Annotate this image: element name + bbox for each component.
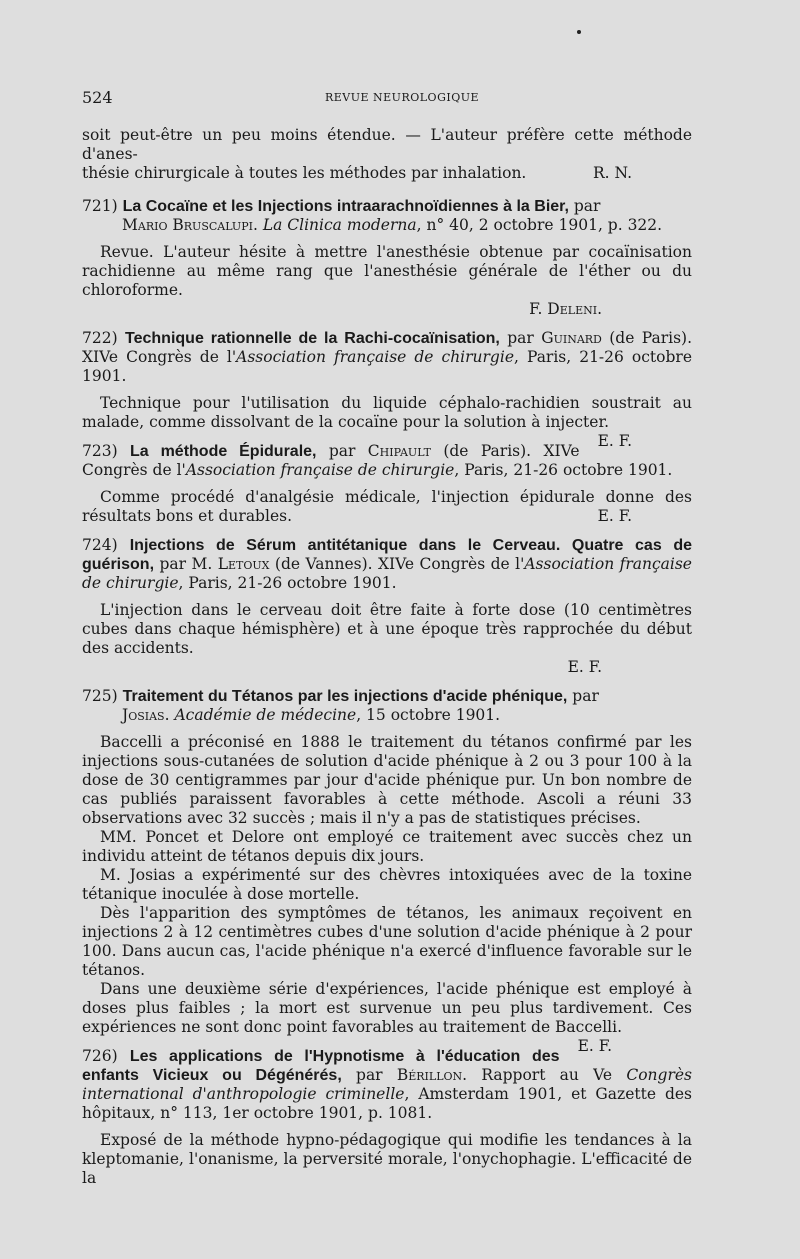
entry-after-author: (de Paris). XIVe Congrès de l' (82, 442, 580, 479)
entry-source: Académie de médecine (174, 706, 357, 724)
entry-details: , Paris, 21-26 octobre 1901. (178, 574, 397, 592)
entry-signature: E. F. (577, 1037, 612, 1055)
page-header (82, 88, 722, 108)
body-paragraph (82, 980, 692, 1055)
entry-by: par (499, 329, 534, 347)
entry-body (82, 394, 692, 450)
entry-body-text: Technique pour l'utilisation du liquide céphalo-rachidien soustrait au malade, comme dissolvant de la cocaïne pour la solution à injecter. (82, 394, 692, 431)
entry-heading (82, 687, 692, 725)
opening-signature: R. N. (592, 164, 632, 182)
entry-body: Revue. L'auteur hésite à mettre l'anesthésie obtenue par cocaïnisation rachidienne au même rang que l'anesthésie générale de l'éther ou du chloroforme. (82, 243, 692, 299)
entry-author: Letoux (217, 555, 270, 573)
entry-by: par (341, 1066, 383, 1084)
entry-author: Mario Bruscalupi (122, 216, 253, 234)
entry-by: par (316, 442, 356, 460)
entry-after-author: . (164, 706, 175, 724)
entry-title: Traitement du Tétanos par les injections d'acide phénique, (122, 688, 568, 705)
entry-details: , Amsterdam 1901, et Gazette des hôpitaux, n° 113, 1er octobre 1901, p. 1081. (82, 1085, 692, 1122)
entry-number: 725) (82, 687, 118, 705)
entry-title: Technique rationnelle de la Rachi-cocaïnisation, (125, 330, 500, 347)
entry-author: Josias (122, 706, 165, 724)
entry-details: , n° 40, 2 octobre 1901, p. 322. (416, 216, 663, 234)
entry-source: Association française de chirurgie (236, 348, 514, 366)
entry-722 (82, 329, 693, 450)
entry-after-author: (de Paris). XIVe Congrès de l' (82, 329, 693, 366)
opening-line-1: soit peut-être un peu moins étendue. — L'auteur préfère cette méthode d'anes- (82, 126, 692, 163)
entry-details: , Paris, 21-26 octobre 1901. (82, 348, 692, 385)
entry-body: L'injection dans le cerveau doit être faite à forte dose (10 centimètres cubes dans chaque hémisphère) et à une époque très rapprochée du début des accidents. (82, 601, 692, 657)
entry-number: 726) (82, 1047, 118, 1065)
body-paragraph: MM. Poncet et Delore ont employé ce traitement avec succès chez un individu atteint de tétanos depuis dix jours. (82, 828, 692, 865)
entry-title: Injections de Sérum antitétanique dans le Cerveau. Quatre cas de guérison, (82, 537, 692, 573)
entry-721 (82, 197, 692, 319)
entry-signature: E. F. (567, 658, 602, 676)
body-paragraph: Baccelli a préconisé en 1888 le traitement du tétanos confirmé par les injections sous-cutanées de solution d'acide phénique à 2 ou 3 pour 100 à la dose de 30 centigrammes par jour d'acide phénique pur. Un bon nombre de cas publiés paraissent favorables à cette méthode. Ascoli a réuni 33 observations avec 32 succès ; mais il n'y a pas de statistiques précises. (82, 733, 692, 827)
entry-title: La méthode Épidurale, (130, 443, 317, 460)
entry-by: par (568, 197, 601, 215)
entry-number: 721) (82, 197, 118, 215)
entry-723 (82, 442, 692, 526)
entry-724 (82, 536, 692, 677)
entry-body-text: Comme procédé d'analgésie médicale, l'injection épidurale donne des résultats bons et durables. (82, 488, 692, 525)
entry-source: La Clinica moderna (262, 216, 417, 234)
entry-details: , 15 octobre 1901. (356, 706, 501, 724)
entry-author: Bérillon (396, 1066, 463, 1084)
entry-725 (82, 687, 692, 1055)
entry-by: par (567, 687, 599, 705)
entry-author: Guinard (541, 329, 602, 347)
entry-source: Association française de chirurgie (185, 461, 455, 479)
entry-number: 722) (82, 329, 118, 347)
opening-paragraph (82, 126, 692, 183)
entry-author: Chipault (367, 442, 431, 460)
entry-heading (82, 329, 692, 386)
entry-details: , Paris, 21-26 octobre 1901. (454, 461, 673, 479)
entry-title: La Cocaïne et les Injections intraarachnoïdiennes à la Bier, (122, 198, 569, 215)
entry-726 (82, 1047, 692, 1188)
entry-signature: F. Deleni. (529, 300, 602, 318)
entry-after-author: . Rapport au Ve (462, 1066, 627, 1084)
body-paragraph-text: Dans une deuxième série d'expériences, l'acide phénique est employé à doses plus faibles ; la mort est survenue un peu plus tardivement. Ces expériences ne sont donc point favorables au traitement de Baccelli. (82, 980, 692, 1036)
page-body (82, 126, 692, 1188)
running-title: REVUE NEUROLOGIQUE (324, 91, 480, 104)
entry-body: Exposé de la méthode hypno-pédagogique qui modifie les tendances à la kleptomanie, l'onanisme, la perversité morale, l'onychophagie. L'efficacité de la (82, 1131, 692, 1187)
entry-body (82, 733, 692, 1055)
body-paragraph: Dès l'apparition des symptômes de tétanos, les animaux reçoivent en injections 2 à 12 centimètres cubes d'une solution d'acide phénique à 2 pour 100. Dans aucun cas, l'acide phénique n'a exercé d'influence favorable sur le tétanos. (82, 904, 692, 979)
entry-by: par M. (154, 555, 213, 573)
entry-after-author: (de Vannes). XIVe Congrès de l' (269, 555, 525, 573)
entry-title: Les applications de l'Hypnotisme à l'éducation des enfants Vicieux ou Dégénérés, (82, 1048, 560, 1084)
body-paragraph: M. Josias a expérimenté sur des chèvres intoxiquées avec de la toxine tétanique inoculée à dose mortelle. (82, 866, 692, 903)
entry-signature: E. F. (597, 507, 632, 525)
entry-source: Association française de chirurgie (82, 555, 692, 592)
ink-speck (577, 30, 581, 34)
entry-body (82, 488, 692, 526)
entry-number: 724) (82, 536, 118, 554)
entry-heading (82, 536, 692, 593)
entry-signature: E. F. (597, 432, 632, 450)
entry-heading: 721) La Cocaïne et les Injections intraarachnoïdiennes à la Bier, par Mario Bruscalupi. La Clinica moderna, n° 40, 2 octobre 1901, p. 322. (82, 197, 663, 234)
page-number: 524 (82, 88, 113, 107)
opening-line-2: thésie chirurgicale à toutes les méthodes par inhalation. (82, 164, 527, 182)
entry-heading (82, 1047, 692, 1123)
entry-source: Congrès international d'anthropologie criminelle (82, 1066, 692, 1103)
entry-number: 723) (82, 442, 118, 460)
